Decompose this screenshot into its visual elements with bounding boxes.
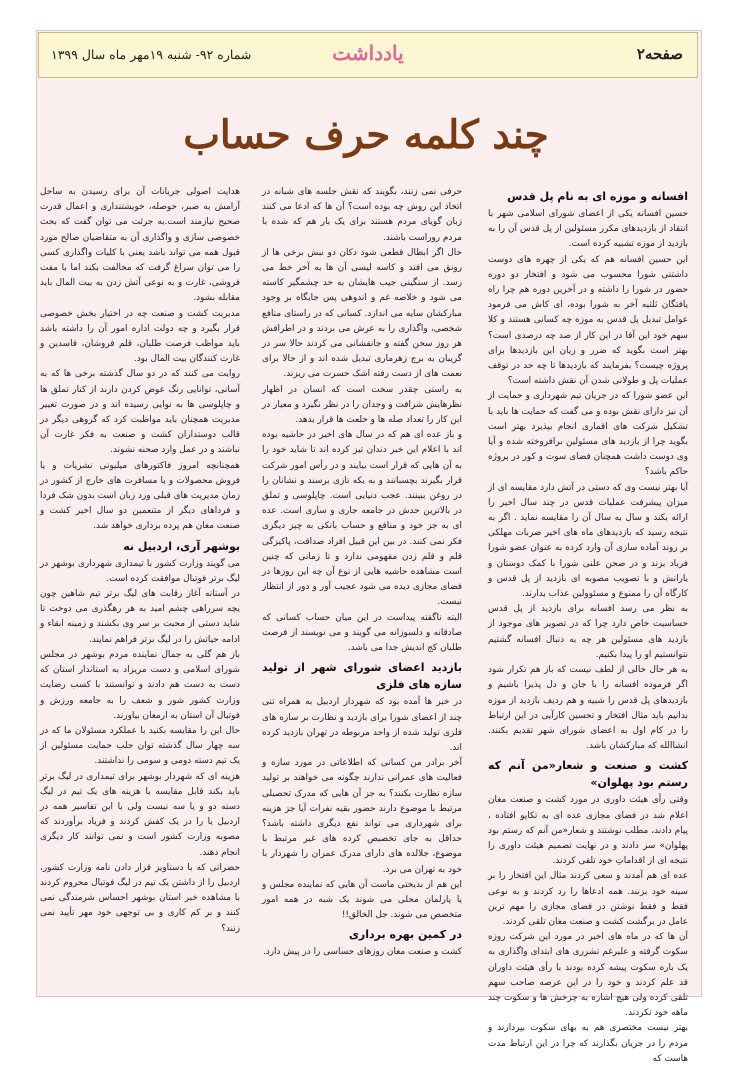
paragraph: حرفی نمی زنند، بگویند که نقش جلسه های شبانه در اتخاذ این روش چه بوده است؟ آن ها که ادعا می کنند زبان گویای مردم هستند برای یک بار هم که شده با مردم روراست باشند.: [262, 187, 462, 243]
paragraph: به راستی چقدر سخت است که انسان در اظهار نظرهایش شرافت و وجدان را در نظر نگیرد و معیار در این کار را تعداد صله ها و خلعت ها قرار بدهد.: [262, 384, 462, 426]
page-number: صفحه۲: [636, 45, 683, 63]
issue-info: شماره ۹۲- شنبه ۱۹مهر ماه سال ۱۳۹۹: [51, 47, 252, 62]
section-heading: کشت و صنعت و شعار«من آنم که رستم بود پهلوان»: [488, 759, 688, 790]
column-right: [488, 185, 688, 1064]
paragraph: به نظر می رسد افسانه برای بازدید از پل قدس حساسیت خاص دارد چرا که در تصویر های موجود از بازدید های مسئولین هر چه به دنبال افسانه گشتیم نتوانستیم او را پیدا بکنیم.: [488, 604, 688, 660]
paragraph: کشت و صنعت مغان روزهای حساسی را در پیش دارد.: [262, 947, 462, 958]
paragraph: این عضو شورا که در جریان تیم شهرداری و حمایت از آن نیز دارای نقش بوده و می گفت که حمایت ها باید با تشکیل شرکت های اقماری انجام بپذیرد بهتر است بگوید چرا از بازدید های مسئولین برافروخته شده و آیا وی دوست داشت همچنان فضای سوت و کور در پروژه حاکم باشد؟: [488, 391, 688, 478]
column-middle: [262, 185, 462, 975]
page-header: [38, 32, 698, 78]
paragraph: آخر برادر من کسانی که اطلاعاتی در مورد سازه و فعالیت های عمرانی ندارند چگونه می خواهند بر تولید سازه نظارت بکنند؟ به جز آن هایی که مدرک تحصیلی مرتبط با موضوع دارند حضور بقیه نفرات آیا جز هزینه برای شهرداری می تواند نفع دیگری داشته باشد؟حداقل به جای تخصیص کرده های غیر مرتبط با موضوع، جلالده های دارای مدرک عمران را شهردار با خود به تهران می برد.: [262, 758, 462, 875]
paragraph: به هر حال خالی از لطف نیست که باز هم تکرار شود اگر فرموده افسانه را با جان و دل پذیرا باشیم و بازدیدهای پل قدس را شبیه و هم ردیف بازدید از موزه بدانیم باید مثال افتخار و تحسین کارآیی در این ارتباط را در کام اول به اعضای شورای شهر تقدیم بکنند. انشاالله که مبارکشان باشد.: [488, 665, 688, 752]
paragraph: این هم از بدیختی ماست آن هایی که نماینده مجلس و یا پارلمان محلی می شوند یک شبه در همه امور متخصص می شوند. جل الخالق!!: [262, 879, 462, 921]
section-title: یادداشت: [332, 41, 404, 65]
section-heading: در کمین بهره برداری: [348, 928, 462, 942]
column-left: [40, 185, 240, 975]
paragraph: وقتی رأی هیئت داوری در مورد کشت و صنعت مغان اعلام شد در فضای مجازی عده ای به تکاپو افتاده ، پیام دادند، مطلب نوشتند و شعار«من آنم که رستم بود پهلوان» سر دادند و در نهایت تصمیم هیئت داوری را نتیجه ای از اقداماتِ خود تلقی کردند.: [488, 795, 688, 867]
paragraph: مدیریت کشت و صنعت چه در اختیار بخش خصوصی قرار بگیرد و چه دولت اداره امور آن را داشته باشد باید مواظب فرصت طلبان، قلم فروشان، فاسدین و غارت کنندگان بیت المال بود.: [40, 308, 240, 365]
paragraph: حضراتی که با دستاویز قرار دادن نامه وزارت کشور، اردبیل را از داشتن یک تیم در لیگ فوتبال محروم کردند با مشاهده خبر استان بوشهر احساس شرمندگی نمی کنند و بر کم کاری و بی توجهی خود مهر تأیید نمی زنند؟: [40, 862, 240, 934]
paragraph: هدایت اصولی جریانات آن برای رسیدن به ساحل آرامش به صبر، حوصله، خویشتنداری و اعمال قدرت صحیح نیازمند است.به جرئت می توان گفت که بحث خصوصی سازی و واگذاری آن به متقاضیان صالح مورد قبول همه می تواند باشد یعنی با کلیات واگذاری کسی را می توان سراغ گرفت که مخالفت بکند اما با مفت فروشی، غارت و به نوعی آتش زدن به بیت المال باید مقابله بشود.: [40, 187, 240, 304]
paragraph: باز هم گلی به جمال نماینده مردم بوشهر در مجلس شورای اسلامی و دست مریزاد به استاندار استان که دست به دست هم دادند و توانستند با کسب رضایت وزارت کشور شور و شعف را به جامعه ورزش و فوتبال آن استان به ارمغان بیاورند.: [40, 649, 240, 721]
paragraph: و باز عده ای هم که در سال های اخیر در حاشیه بوده اند با اعلام این خبر دندان تیز کرده اند تا شاید خود را به آن هایی که قرار است بیایند و در رأس امور شرکت قرار بگیرند بچسبانند و به یکه تازی برسند و نشانان را در روغن ببینند. عجب دنیایی است. چاپلوسی و تملق در بالاترین حدش در جامعه جاری و ساری است. عده ای به جز خود و منافع و حساب بانکی به چیز دیگری فکر نمی کنند. در بین این قبیل افراد صداقت، پاکیزگی قلم و قلم زدن مفهومی ندارد و تا زمانی که چنین است مشاهده حاشیه هایی از نوع آن چه این روزها در فضای مجازی دیده می شود عجیب آور و دور از انتظار نیست.: [262, 430, 462, 608]
paragraph: هزینه ای که شهردار بوشهر برای تیمداری در لیگ برتر باید بکند قابل مقایسه با هزینه های یک تیم در لیگ دسته دو و یا سه نیست ولی با این تفاسیر همه در اردبیل یا را در یک کفش کردند و فریاد برآوردند که مصوبه وزارت کشور است و نمی توانند کار دیگری انجام دهند.: [40, 771, 240, 858]
paragraph: آیا بهتر نیست وی که دستی در آتش دارد مقایسه ای از میزان پیشرفت عملیات قدس در چند سال اخیر را ارائه بکند و سال به سال آن را مقایسه نماید . اگر به نتیجه رسید که بازدیدهای ماه های اخیر ضربات مهلکی بر روند آماده سازی آن وارد کرده به عنوان عضو شورا فریاد بزند و در صحن علنی شورا با کمک دوستان و یارانش و با تصویب مصوبه ای بازدید از پل قدس و کارگاه آن را ممنوع و مسئوولین عذاب بدارند.: [488, 482, 688, 600]
paragraph: می گویند وزارت کشور با تیمداری شهرداری بوشهر در لیگ برتر فوتبال موافقت کرده است.: [40, 558, 240, 584]
paragraph: در آستانه آغاز رقابت های لیگ برتر تیم شاهین چون یچه سرراهی چشم امید به هر رهگذری می دوخت تا شاید دستی از محبت بر سر وی بکشند و زمینه ابقاء و ادامه حیاتش را در لیگ برتر فراهم نمایند.: [40, 589, 240, 645]
paragraph: این حسین افسانه هم که یکی از چهره های دوست داشتنی شورا محسوب می شود و افتخار دو دوره حضور در شورا را داشته و در آخرین دوره هم چرا راه یافتگان ثلثیه آخر به شورا بوده، ای کاش می فرمود عوامل تبدیل پل قدس به موزه چه کسانی هستند و کلا سهم خود این آقا در این کار از صد چه درصدی است؟بهتر است بگوید که ضرر و زیان این بازدیدها برای پروژه چیست؟ بفرمایند که بازدیدها تا چه حد در توقف عملیات پل و طولانی شدن آن نقش داشته است؟: [488, 254, 688, 387]
article-title: چند کلمه حرف حساب: [183, 112, 549, 158]
paragraph: روایت می کنند که در دو سال گذشته برخی ها که به آسانی، توانایی رنگ عوض کردن دارند از کنار تملق ها و چاپلوسی ها به نوایی رسیده اند و در صورت تغییر مدیریت همچنان باید مواظبت کرد که گروهی دیگر در قالب دوستداران کشت و صنعت به فکر غارت آن نباشند و در عمل وارد صحنه نشوند.: [40, 369, 240, 456]
paragraph: آن ها که در ماه های اخیر در مورد این شرکت روزه سکوت گرفته و علیرغم تشرری های ابتدای واگذاری به یک باره سکوت پیشه کرده بودند با رأی هیئت داوران قد علم کردند و خود را در این عرصه صاحب سهم تلقی کرده ولی هیچ اشاره به چرخش ها و سکوت چند ماهه خود نکردند.: [488, 932, 688, 1019]
paragraph: البته ناگفته پیداست در این میان حساب کسانی که صادقانه و دلسوزانه می گویند و می نویسند از فرصت طلبان کج اندیش جدا می باشد.: [262, 612, 462, 654]
paragraph: در خبر ها آمده بود که شهردار اردبیل به همراه تنی چند از اعضای شورا برای بازدید و نظارت بر سازه های فلزی تولید شده از واحد مربوطه در تهران بازدید کرده اند.: [262, 697, 462, 753]
paragraph: بهتر نیست مختصری هم به بهای سکوت بپردازند و مردم را در جریان بگذارند که چرا در این ارتباط مدت هاست که: [488, 1023, 688, 1064]
section-heading: بوشهر آری، اردبیل نه: [123, 539, 240, 553]
section-heading: افسانه و موزه ای به نام پل قدس: [507, 190, 688, 203]
paragraph: همچنانچه امروز فاکتورهای میلیونی نشریات و یا فروش محصولات و یا مسافرت های خارج از کشور در زمان مدیریت های قبلی ورد زبان است بدون شک فردا و فرداهای دیگر از متنعمین دو سال اخیر کشت و صنعت مغان هم پرده برداری خواهد شد.: [40, 460, 240, 532]
paragraph: عده ای هم آمدند و سعی کردند مثال این افتخار را بر سینه خود بزنند. همه ادعاها را رد کردند و به نوعی فقط و فقط نوشتن در فضای مجازی را مهم ترین عامل در برگشت کشت و صنعت مغان تلقی کردند.: [488, 871, 688, 927]
paragraph: حال این را مقایسه بکنید با عملکرد مسئولان ما که در سه چهار سال گذشته توان جلب حمایت مسئولین از یک تیم دسته دومی و سومی را نداشتند.: [40, 725, 240, 767]
section-heading: بازدید اعضای شورای شهر از تولید سازه های فلزی: [262, 661, 462, 692]
paragraph: حال اگر ابطال قطعی شود دکان دو نبش برخی ها از رونق می افتد و کاسه لیسی آن ها به آخر خط می رسد. از سنگینی جیب هایشان به حد چشمگیر کاسته می شود و خلاصه غم و اندوهی پس جایگاه بر وجود مبارکشان سایه می اندازد. کسانی که در راستای منافع شخصی، واگذاری را به عرش می بردند و در اطرافش هر روز سخن گفته و جانفشانی می کردند حالا سر در گریبان به برج زهرماری تبدیل شده اند و از حالا برای نعمت های از دست رفته اشک حسرت می ریزند.: [262, 247, 462, 380]
paragraph: حسین افسانه یکی از اعضای شورای اسلامی شهر با انتقاد از بازدیدهای مکرر مسئولین از پل قدس آن را به بازدید از موزه تشبیه کرده است.: [488, 209, 688, 250]
